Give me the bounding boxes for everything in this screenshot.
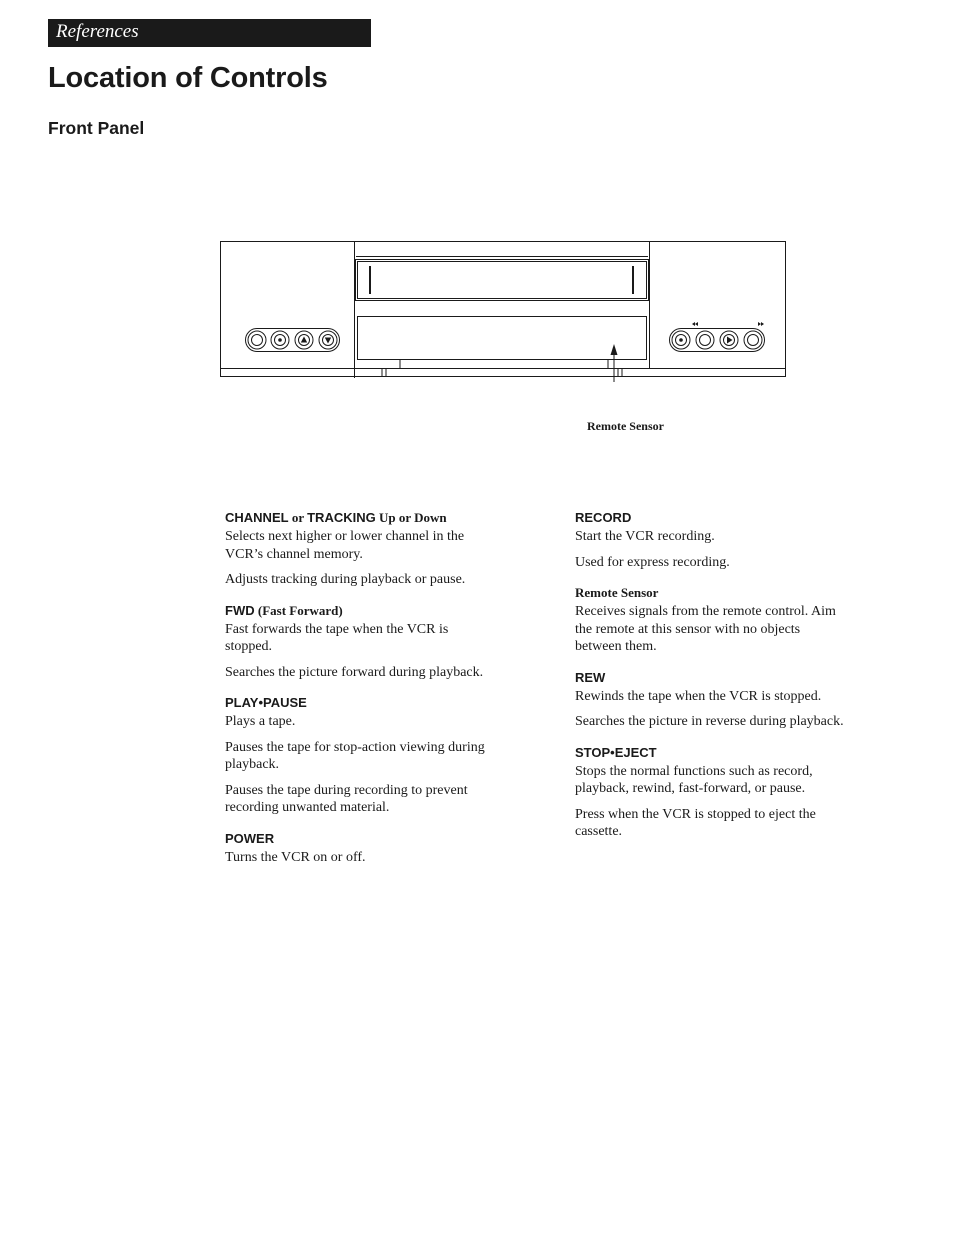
control-name — [225, 830, 485, 847]
left-column — [225, 509, 485, 879]
control-description: Receives signals from the remote control. Aim the remote at this sensor with no objects between them. — [575, 604, 836, 654]
control-description: Start the VCR recording. — [575, 529, 715, 544]
control-description: Pauses the tape for stop-action viewing during playback. — [225, 739, 485, 772]
control-name-part: FWD — [225, 602, 255, 618]
header-bar — [48, 19, 371, 47]
control-name — [575, 669, 850, 686]
control-name-part: or — [288, 510, 308, 525]
control-name-part: (Fast Forward) — [254, 602, 343, 618]
control-description: Rewinds the tape when the VCR is stopped. — [575, 688, 822, 704]
control-description: Stops the normal functions such as record, playback, rewind, fast-forward, or pause. — [575, 763, 813, 796]
control-description: Used for express recording. — [575, 554, 730, 570]
control-description: Selects next higher or lower channel in the VCR’s channel memory. — [225, 529, 465, 562]
fwd-button — [744, 331, 762, 349]
control-description: Pauses the tape during recording to prevent recording unwanted material. — [225, 782, 468, 815]
control-name-part: POWER — [225, 830, 275, 846]
control-entry — [225, 830, 485, 867]
vcr-front-panel-diagram — [210, 232, 800, 382]
control-name — [575, 744, 850, 761]
control-description: Searches the picture forward during playback. — [225, 664, 484, 680]
remote-sensor-callout: Remote Sensor — [587, 419, 664, 433]
fwd-mark-icon — [758, 322, 761, 326]
control-name — [225, 694, 485, 711]
control-description: Plays a tape. — [225, 714, 296, 729]
control-name-part: REW — [575, 669, 606, 685]
control-name — [575, 509, 850, 526]
control-description: Press when the VCR is stopped to eject the cassette. — [575, 806, 816, 839]
control-name-part: STOP•EJECT — [575, 744, 657, 760]
control-description: Adjusts tracking during playback or pause. — [225, 572, 466, 587]
control-name-part: TRACKING — [307, 510, 376, 525]
control-entry — [575, 669, 850, 731]
control-name-part: Up or Down — [375, 510, 447, 525]
sensor-arrow-icon — [611, 344, 618, 355]
rew-mark-icon — [692, 322, 695, 326]
control-entry — [575, 744, 850, 841]
control-entry — [225, 694, 485, 817]
left-button-group — [246, 329, 340, 352]
control-entry — [575, 509, 850, 571]
control-entry — [225, 602, 485, 682]
control-entry — [575, 584, 850, 656]
section-title: Front Panel — [48, 118, 145, 138]
power-button — [248, 331, 266, 349]
control-name-part: Remote Sensor — [575, 585, 659, 600]
control-name-part: CHANNEL — [225, 510, 289, 525]
lower-door — [358, 317, 647, 360]
control-name — [225, 509, 485, 526]
control-name — [575, 584, 850, 601]
control-name-part: RECORD — [575, 510, 632, 525]
control-description: Turns the VCR on or off. — [225, 849, 366, 865]
cassette-slot — [356, 260, 649, 301]
control-name-part: PLAY•PAUSE — [225, 695, 307, 710]
right-column — [575, 509, 850, 854]
control-description: Searches the picture in reverse during playback. — [575, 714, 844, 729]
section-label: References — [56, 21, 139, 42]
control-entry — [225, 509, 485, 589]
rew-button — [696, 331, 714, 349]
control-name — [225, 602, 485, 619]
control-description: Fast forwards the tape when the VCR is stopped. — [225, 621, 449, 654]
page-title: Location of Controls — [48, 62, 328, 94]
